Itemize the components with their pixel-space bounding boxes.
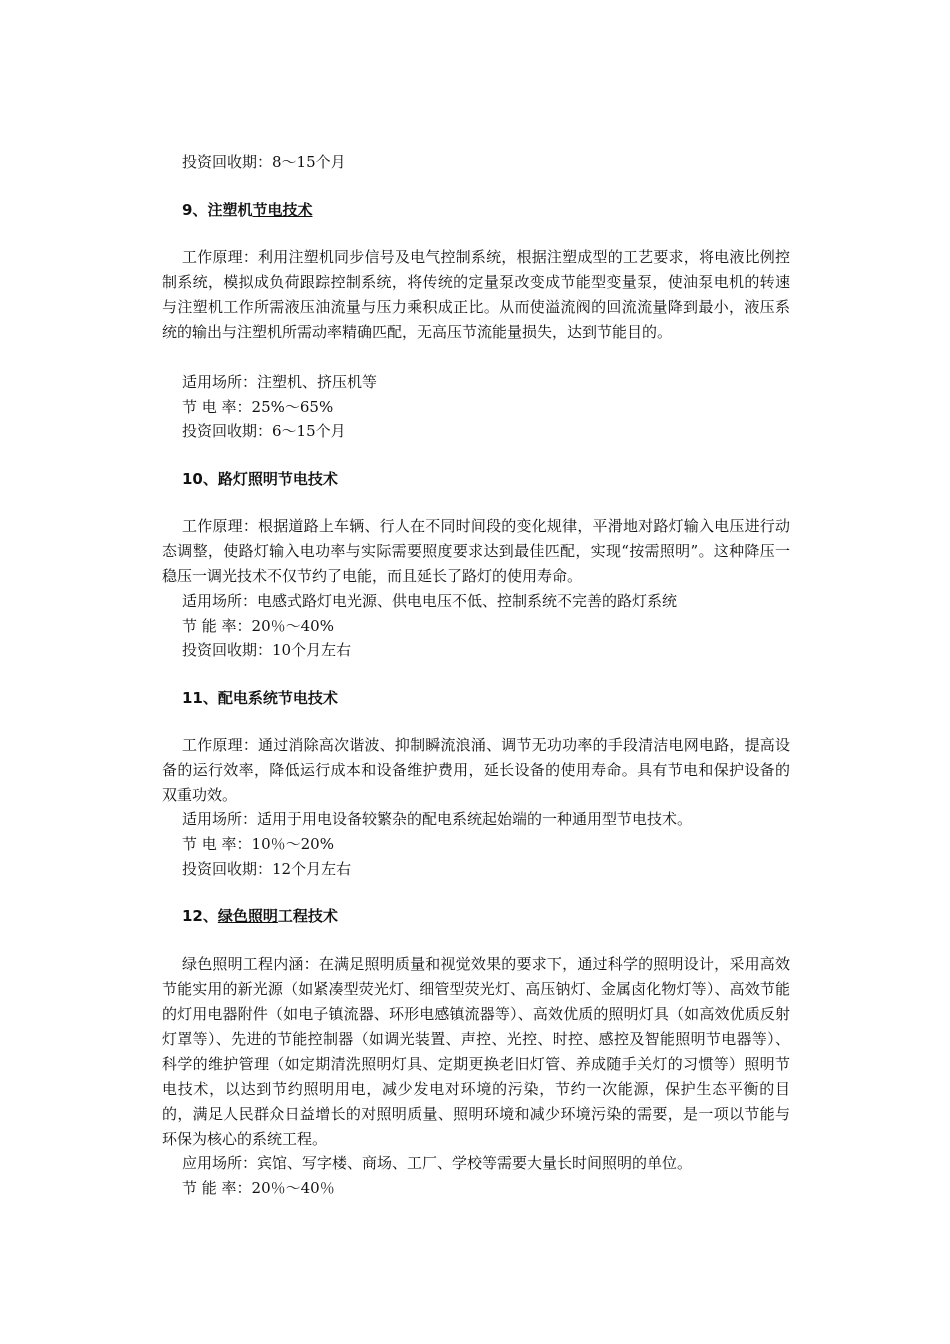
section-10-payback: 投资回收期：10个月左右 [182,641,352,659]
section-11-heading: 11、配电系统节电技术 [182,689,338,707]
section-12-number: 12、 [182,907,218,925]
section-10-principle: 工作原理：根据道路上车辆、行人在不同时间段的变化规律，平滑地对路灯输入电压进行动态调整，使路灯输入电功率与实际需要照度要求达到最佳匹配，实现“按需照明”。这种降压一稳压一调光技术不仅节约了电能，而且延长了路灯的使用寿命。 [162,517,790,585]
section-11-scope: 适用场所：适用于用电设备较繁杂的配电系统起始端的一种通用型节电技术。 [182,810,693,828]
section-12-heading [182,906,338,926]
section-10-heading: 10、路灯照明节电技术 [182,470,338,488]
section-10-scope: 适用场所：电感式路灯电光源、供电电压不低、控制系统不完善的路灯系统 [182,592,678,610]
payback-period-line: 投资回收期：8～15个月 [182,153,346,171]
section-9-title: 注塑机 [207,201,253,219]
section-10-rate: 节 能 率：20％～40% [182,617,334,635]
section-12-title-link[interactable]: 绿色照明 [217,907,278,925]
section-9-scope: 适用场所：注塑机、挤压机等 [182,373,378,391]
section-11-payback: 投资回收期：12个月左右 [182,860,352,878]
section-12-rate: 节 能 率：20％～40％ [182,1179,335,1197]
section-9-title-link[interactable]: 节电技术 [252,201,313,219]
section-9-rate: 节 电 率：25%～65% [182,398,334,416]
section-12-content: 绿色照明工程内涵：在满足照明质量和视觉效果的要求下，通过科学的照明设计，采用高效节能实用的新光源（如紧凑型荧光灯、细管型荧光灯、高压钠灯、金属卤化物灯等）、高效节能的灯用电器附件（如电子镇流器、环形电感镇流器等）、高效优质的照明灯具（如高效优质反射灯罩等）、先进的节能控制器（如调光装置、声控、光控、时控、感控及智能照明节电器等）、科学的维护管理（如定期清洗照明灯具、定期更换老旧灯管、养成随手关灯的习惯等）照明节电技术，以达到节约照明用电，减少发电对环境的污染，节约一次能源，保护生态平衡的目的，满足人民群众日益增长的对照明质量、照明环境和减少环境污染的需要，是一项以节能与环保为核心的系统工程。 [162,955,790,1148]
section-9-payback: 投资回收期：6～15个月 [182,422,346,440]
section-11-principle: 工作原理：通过消除高次谐波、抑制瞬流浪涌、调节无功功率的手段清洁电网电路，提高设备的运行效率，降低运行成本和设备维护费用，延长设备的使用寿命。具有节电和保护设备的双重功效。 [162,736,790,804]
section-9-principle: 工作原理：利用注塑机同步信号及电气控制系统，根据注塑成型的工艺要求，将电液比例控制系统，模拟成负荷跟踪控制系统，将传统的定量泵改变成节能型变量泵，使油泵电机的转速与注塑机工作所需液压油流量与压力乘积成正比。从而使溢流阀的回流流量降到最小，液压系统的输出与注塑机所需动率精确匹配，无高压节流能量损失，达到节能目的。 [162,248,790,341]
section-11-rate: 节 电 率：10％～20% [182,835,334,853]
section-9-heading [182,200,312,220]
section-12-title: 工程技术 [277,907,338,925]
section-9-number: 9、 [182,201,208,219]
section-12-scope: 应用场所：宾馆、写字楼、商场、工厂、学校等需要大量长时间照明的单位。 [182,1154,693,1172]
